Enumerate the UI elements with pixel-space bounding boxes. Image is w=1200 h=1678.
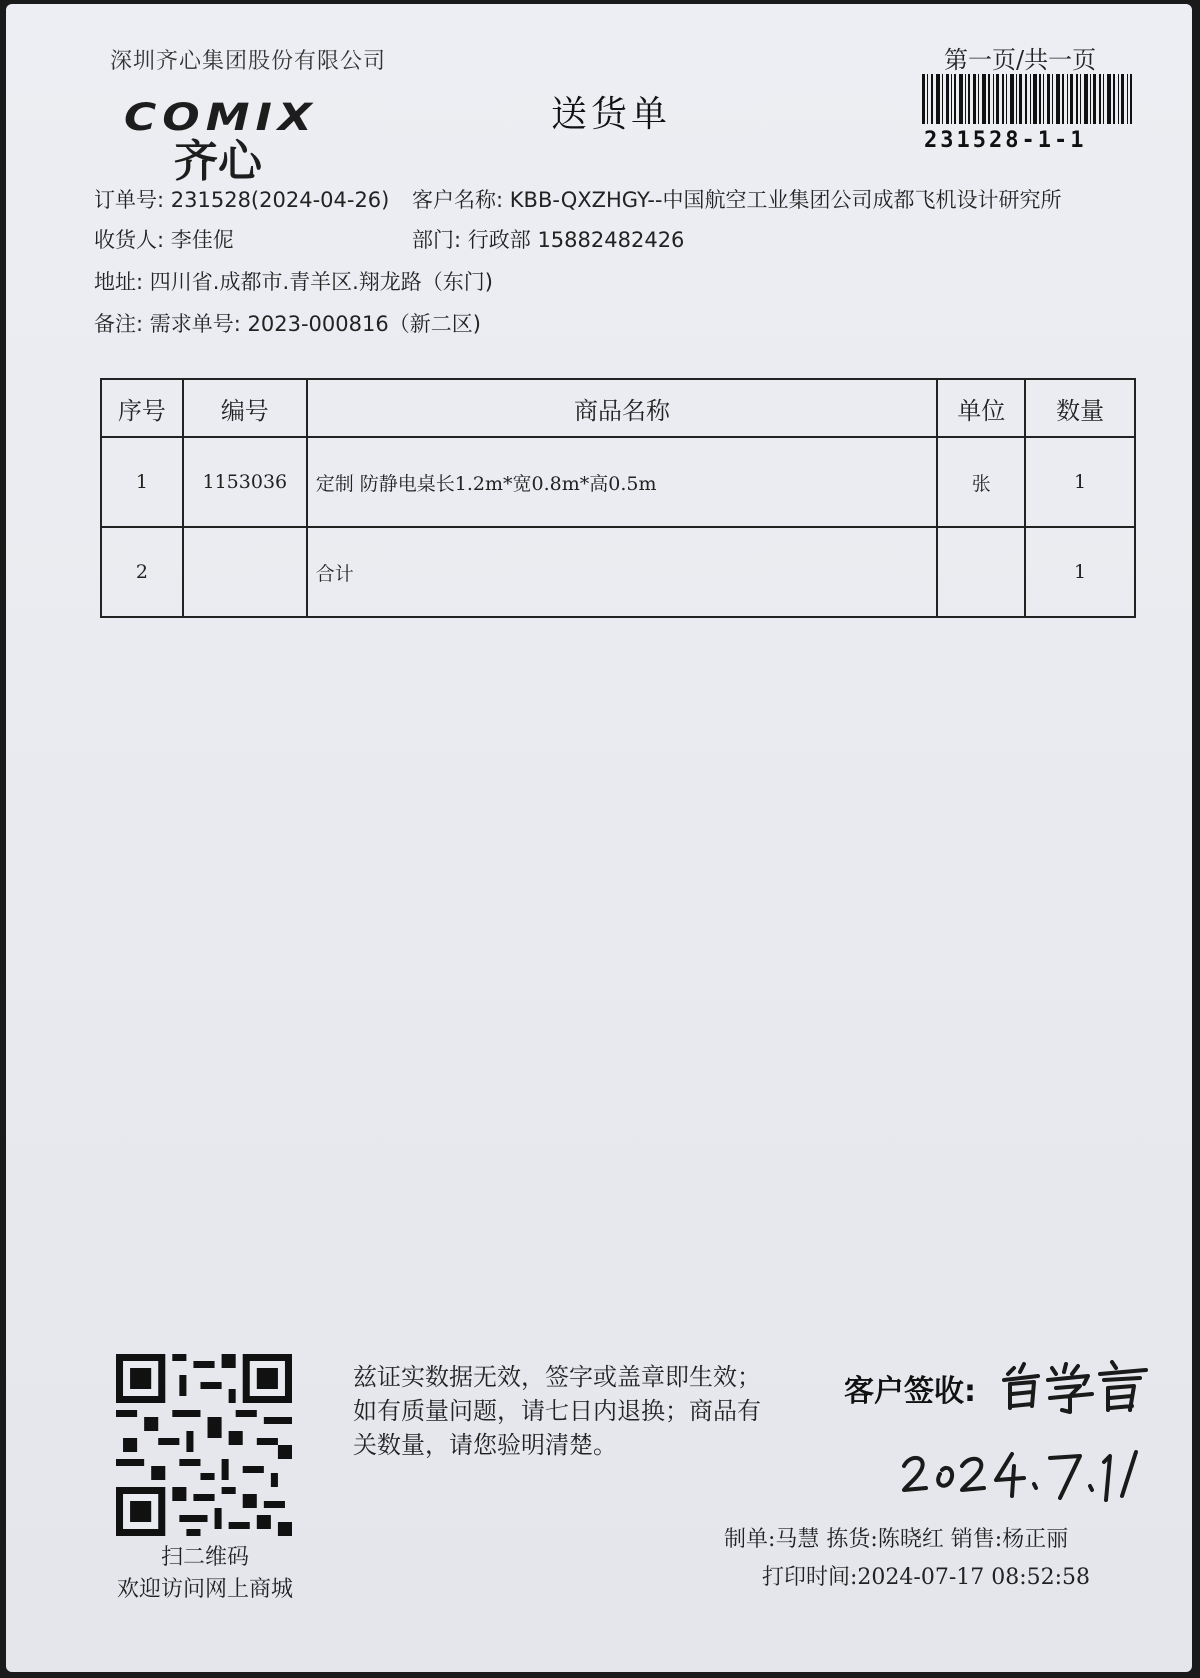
address-label: 地址: (94, 270, 144, 294)
table-header-row (101, 379, 1135, 437)
qr-caption-line-1: 扫二维码 (160, 1545, 249, 1570)
header-quantity: 数量 (1025, 379, 1135, 437)
header-seq: 序号 (101, 379, 183, 437)
receiver-label: 收货人: (94, 228, 165, 252)
header-unit: 单位 (937, 379, 1025, 437)
company-name: 深圳齐心集团股份有限公司 (110, 49, 387, 74)
order-number (94, 184, 389, 214)
order-number-label: 订单号: (94, 188, 165, 212)
customer-name-value: KBB-QXZHGY--中国航空工业集团公司成都飞机设计研究所 (509, 188, 1062, 212)
staff-info: 制单:马慧 拣货:陈晓红 销售:杨正丽 (724, 1527, 1069, 1552)
qr-caption-line-2: 欢迎访问网上商城 (116, 1577, 293, 1602)
handwritten-date (900, 1444, 1140, 1504)
receiver (94, 224, 234, 254)
remark (94, 308, 481, 338)
cell-code (183, 527, 307, 617)
address-value: 四川省.成都市.青羊区.翔龙路（东门) (149, 270, 493, 294)
notice-text: 兹证实数据无效，签字或盖章即生效；如有质量问题，请七日内退换；商品有关数量，请您验明清楚。 (353, 1363, 761, 1459)
barcode (922, 74, 1132, 124)
remark-value: 需求单号: 2023-000816（新二区) (149, 312, 481, 336)
cell-seq: 2 (101, 527, 183, 617)
cell-quantity: 1 (1025, 437, 1135, 527)
customer-sign-label: 客户签收: (844, 1374, 976, 1409)
customer-name (412, 184, 1062, 214)
items-table (100, 378, 1136, 618)
print-time: 打印时间:2024-07-17 08:52:58 (762, 1565, 1091, 1590)
department-label: 部门: (412, 228, 462, 252)
cell-seq: 1 (101, 437, 183, 527)
document-title: 送货单 (551, 94, 672, 135)
cell-unit: 张 (937, 437, 1025, 527)
comix-logo (124, 95, 318, 187)
receiver-value: 李佳伲 (170, 228, 234, 252)
page-indicator: 第一页/共一页 (944, 46, 1097, 74)
logo-brand: COMIX (124, 95, 318, 140)
address (94, 266, 493, 296)
remark-label: 备注: (94, 312, 144, 336)
cell-product-name: 合计 (307, 527, 938, 617)
department (412, 224, 684, 254)
table-row (101, 437, 1135, 527)
table-row (101, 527, 1135, 617)
cell-code: 1153036 (183, 437, 307, 527)
department-value: 行政部 15882482426 (467, 228, 685, 252)
cell-unit (937, 527, 1025, 617)
header-code: 编号 (183, 379, 307, 437)
handwritten-signature (1000, 1354, 1150, 1414)
cell-product-name: 定制 防静电桌长1.2m*宽0.8m*高0.5m (307, 437, 938, 527)
logo-brand-cn: 齐心 (174, 136, 262, 187)
header-product-name: 商品名称 (307, 379, 938, 437)
barcode-number: 231528-1-1 (924, 128, 1087, 153)
customer-name-label: 客户名称: (412, 188, 504, 212)
qr-caption (100, 1542, 310, 1606)
order-number-value: 231528(2024-04-26) (170, 188, 390, 212)
qr-code-icon (116, 1354, 292, 1536)
delivery-note-sheet (6, 4, 1192, 1672)
cell-quantity: 1 (1025, 527, 1135, 617)
